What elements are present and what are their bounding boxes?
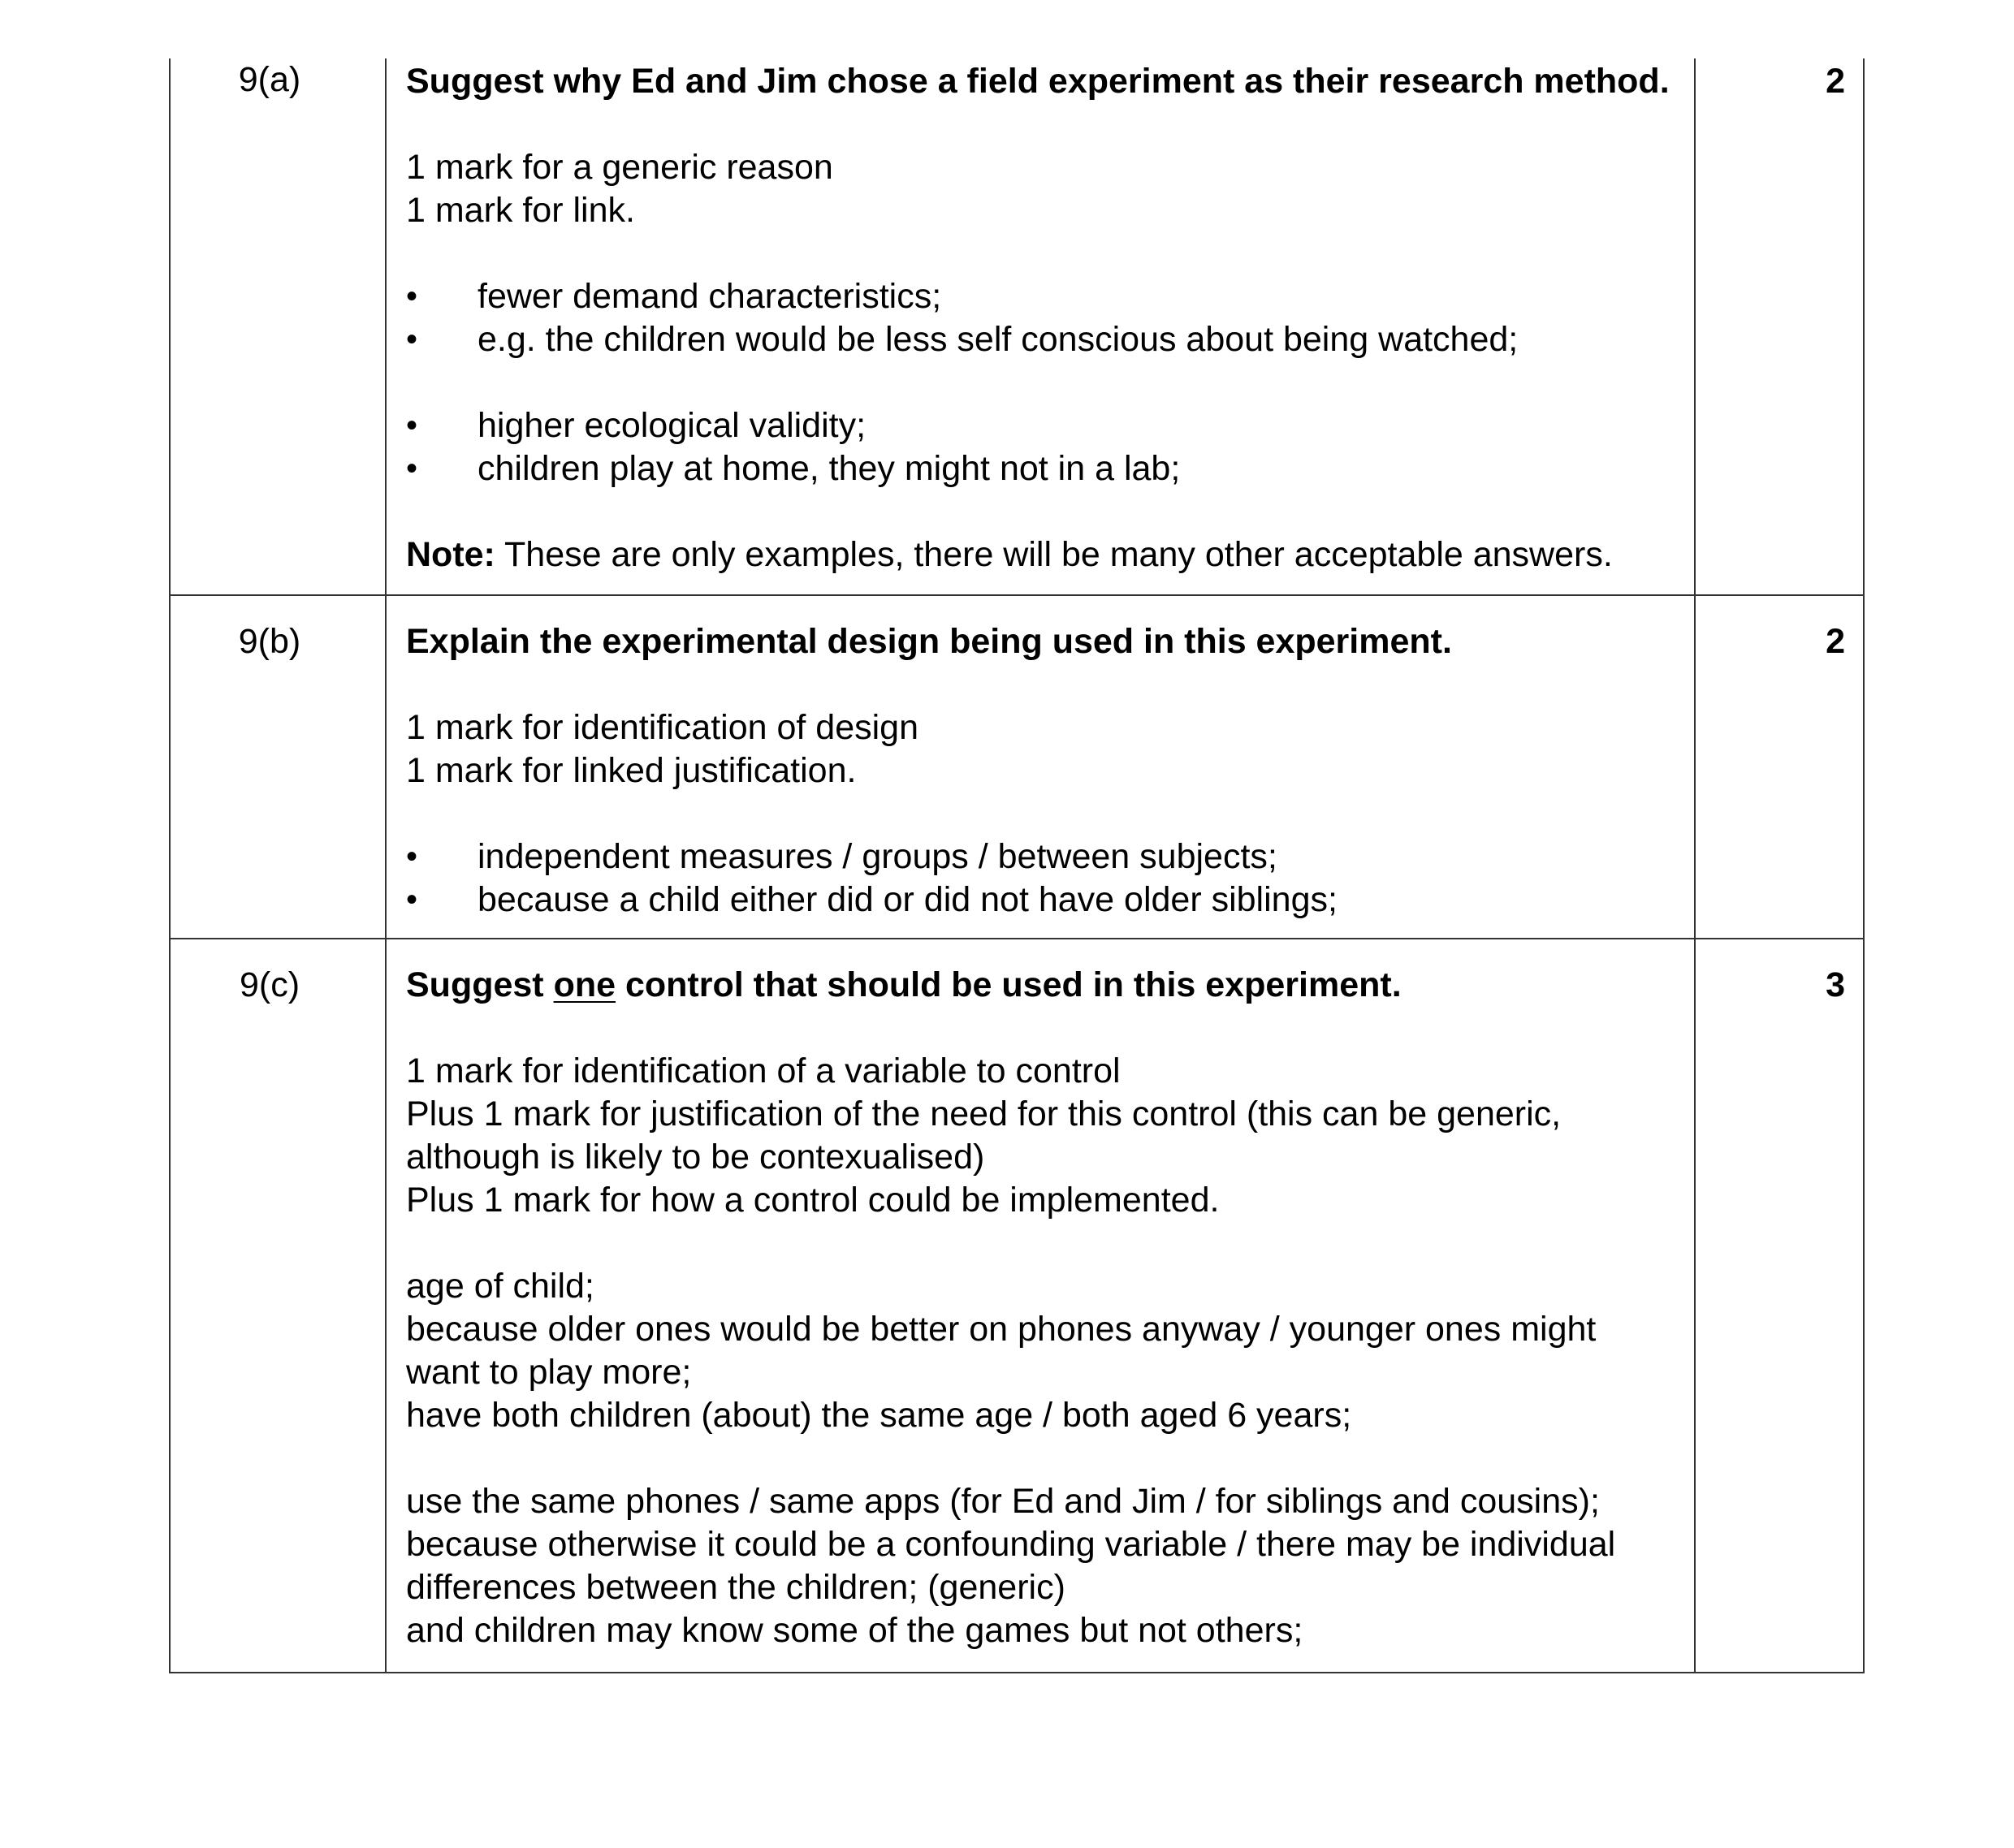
- marks-value: 2: [1826, 622, 1845, 661]
- table-row: [170, 595, 1864, 939]
- guidance-line: 1 mark for link.: [406, 191, 635, 230]
- question-number-cell: [170, 939, 386, 1673]
- answer-bullet-list: [406, 275, 1676, 361]
- mark-scheme-table: [169, 58, 1865, 1673]
- question-number-cell: [170, 58, 386, 595]
- note-text: These are only examples, there will be many other acceptable answers.: [495, 535, 1613, 574]
- question-number-cell: [170, 595, 386, 939]
- question-emphasis: one: [553, 965, 616, 1004]
- note: [406, 533, 1676, 576]
- example-line: age of child;: [406, 1267, 594, 1306]
- guidance-line: 1 mark for identification of design: [406, 708, 918, 747]
- question-number: 9(c): [239, 965, 300, 1004]
- guidance-line: 1 mark for identification of a variable to control: [406, 1051, 1121, 1090]
- marks-value: 2: [1826, 62, 1845, 101]
- answer-bullet-list: [406, 835, 1676, 922]
- marks-cell: [1695, 58, 1864, 595]
- answer-bullet: • children play at home, they might not in a lab;: [406, 447, 1676, 490]
- note-label: Note:: [406, 535, 495, 574]
- question-text: Explain the experimental design being used in this experiment.: [406, 622, 1452, 661]
- question-text: Suggest why Ed and Jim chose a field experiment as their research method.: [406, 62, 1670, 101]
- example-line: because otherwise it could be a confounding variable / there may be individual differences between the children; (generic): [406, 1525, 1616, 1607]
- question-text-start: Suggest: [406, 965, 554, 1004]
- answer-bullet: • higher ecological validity;: [406, 404, 1676, 447]
- question-text-end: control that should be used in this experiment.: [616, 965, 1402, 1004]
- guidance-line: 1 mark for linked justification.: [406, 751, 857, 790]
- question-number: 9(b): [238, 622, 301, 661]
- marks-cell: [1695, 939, 1864, 1673]
- example-line: have both children (about) the same age / both aged 6 years;: [406, 1396, 1352, 1435]
- marks-cell: [1695, 595, 1864, 939]
- question-number: 9(a): [238, 60, 301, 99]
- question-text: [406, 964, 1676, 1007]
- answer-bullet: • fewer demand characteristics;: [406, 275, 1676, 318]
- answer-bullet: • because a child either did or did not have older siblings;: [406, 879, 1676, 922]
- answer-bullet-list: [406, 404, 1676, 490]
- table-row: [170, 939, 1864, 1673]
- guidance-line: 1 mark for a generic reason: [406, 148, 833, 187]
- answer-cell: [386, 939, 1695, 1673]
- answer-cell: [386, 595, 1695, 939]
- guidance-line: Plus 1 mark for justification of the need for this control (this can be generic, although is likely to be contexualised): [406, 1095, 1562, 1177]
- answer-bullet: • e.g. the children would be less self conscious about being watched;: [406, 318, 1676, 361]
- table-row: [170, 58, 1864, 595]
- answer-cell: [386, 58, 1695, 595]
- example-line: and children may know some of the games but not others;: [406, 1611, 1303, 1650]
- marks-value: 3: [1826, 965, 1845, 1004]
- guidance-line: Plus 1 mark for how a control could be implemented.: [406, 1181, 1220, 1220]
- answer-bullet: • independent measures / groups / between subjects;: [406, 835, 1676, 879]
- example-line: because older ones would be better on phones anyway / younger ones might want to play more;: [406, 1310, 1597, 1392]
- example-line: use the same phones / same apps (for Ed and Jim / for siblings and cousins);: [406, 1482, 1600, 1521]
